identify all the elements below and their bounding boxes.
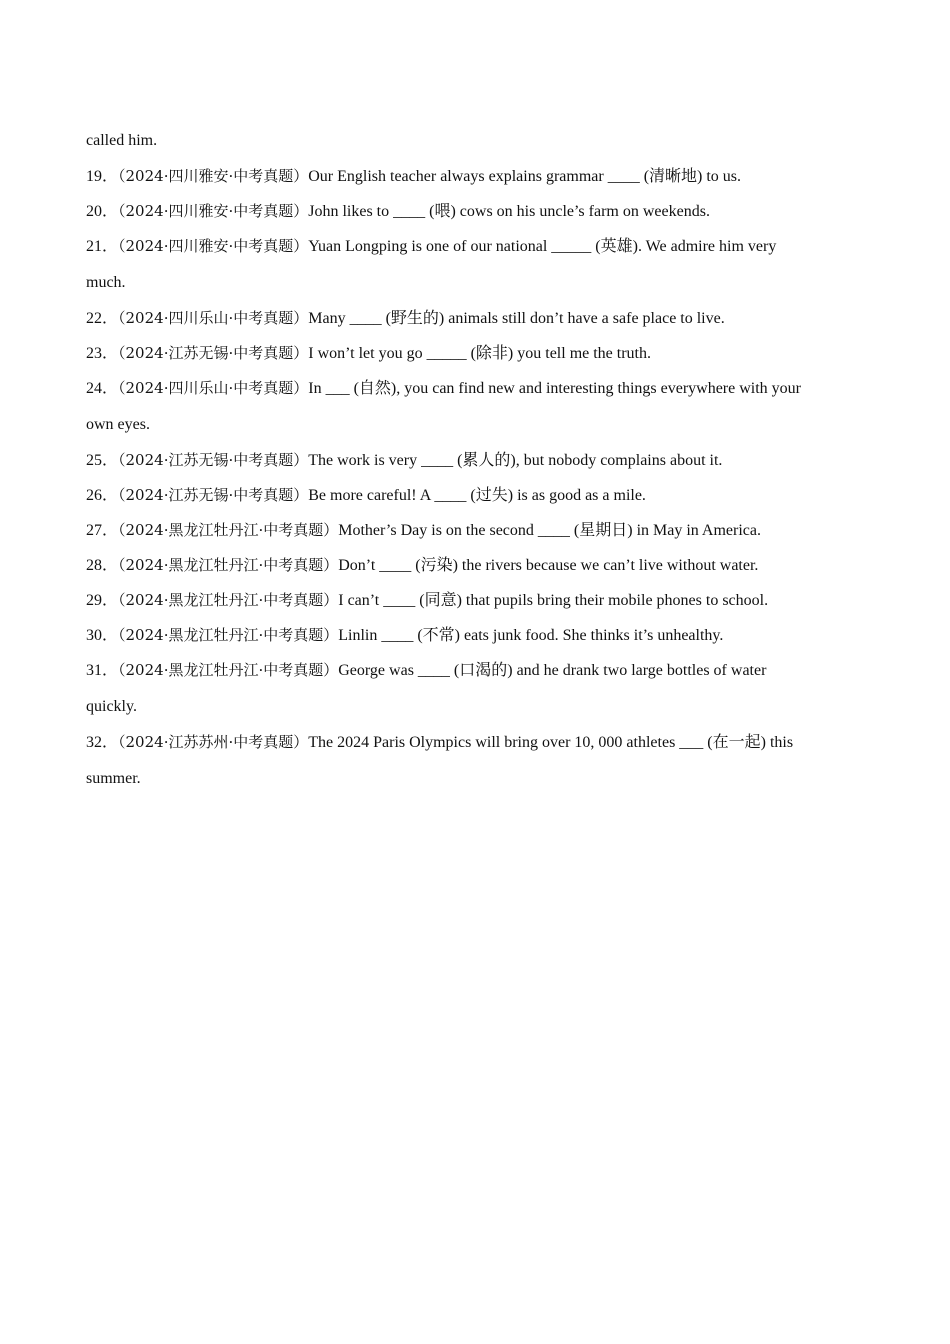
question-22 [86,301,856,336]
question-number: 24． [86,380,119,397]
question-25 [86,443,856,478]
question-source: （2024·四川乐山·中考真题） [118,379,309,397]
question-text: I can’t ____ (同意) that pupils bring their mobile phones to school. [338,592,769,609]
question-31 [86,653,856,688]
question-source: （2024·四川雅安·中考真题） [118,202,309,220]
question-19 [86,159,856,194]
question-number: 28． [86,557,119,574]
text-line: much. [86,274,126,291]
question-number: 30． [86,627,119,644]
question-28 [86,548,856,583]
question-text: The 2024 Paris Olympics will bring over 10, 000 athletes ___ (在一起) this [308,734,794,751]
question-text: The work is very ____ (累人的), but nobody complains about it. [308,452,723,469]
text-line: own eyes. [86,416,150,433]
question-text: Yuan Longping is one of our national _____ (英雄). We admire him very [308,238,777,255]
question-text: John likes to ____ (喂) cows on his uncle’s farm on weekends. [308,203,710,220]
question-29 [86,583,856,618]
question-source: （2024·四川乐山·中考真题） [118,309,309,327]
question-list [86,122,856,797]
question-number: 32． [86,734,119,751]
question-number: 26． [86,487,119,504]
question-source: （2024·四川雅安·中考真题） [118,167,309,185]
question-23 [86,336,856,371]
question-30 [86,618,856,653]
question-number: 22． [86,310,119,327]
question-text: Don’t ____ (污染) the rivers because we can’t live without water. [338,557,759,574]
question-source: （2024·黑龙江牡丹江·中考真题） [118,661,339,679]
question-number: 25． [86,452,119,469]
question-source: （2024·四川雅安·中考真题） [118,237,309,255]
question-number: 23． [86,345,119,362]
question-source: （2024·江苏无锡·中考真题） [118,344,309,362]
question-source: （2024·江苏无锡·中考真题） [118,451,309,469]
question-text: Linlin ____ (不常) eats junk food. She thinks it’s unhealthy. [338,627,724,644]
question-source: （2024·黑龙江牡丹江·中考真题） [118,556,339,574]
question-source: （2024·黑龙江牡丹江·中考真题） [118,591,339,609]
question-number: 21． [86,238,119,255]
question-source: （2024·黑龙江牡丹江·中考真题） [118,626,339,644]
text-line: quickly. [86,698,137,715]
question-number: 31． [86,662,119,679]
question-26 [86,478,856,513]
question-text: Mother’s Day is on the second ____ (星期日) in May in America. [338,522,761,539]
question-text: I won’t let you go _____ (除非) you tell me the truth. [308,345,652,362]
question-number: 19． [86,168,119,185]
question-text: Our English teacher always explains grammar ____ (清晰地) to us. [308,168,742,185]
question-21 [86,229,856,264]
question-number: 20． [86,203,119,220]
question-text: Many ____ (野生的) animals still don’t have a safe place to live. [308,310,725,327]
text-line: called him. [86,132,158,149]
question-27 [86,513,856,548]
question-text: In ___ (自然), you can find new and interesting things everywhere with your [308,380,802,397]
question-source: （2024·江苏苏州·中考真题） [118,733,309,751]
question-number: 29． [86,592,119,609]
question-text: Be more careful! A ____ (过失) is as good as a mile. [308,487,646,504]
question-32 [86,725,856,760]
question-24 [86,371,856,406]
question-text: George was ____ (口渴的) and he drank two large bottles of water [338,662,767,679]
question-number: 27． [86,522,119,539]
question-source: （2024·黑龙江牡丹江·中考真题） [118,521,339,539]
question-source: （2024·江苏无锡·中考真题） [118,486,309,504]
text-line: summer. [86,770,141,787]
question-20 [86,194,856,229]
